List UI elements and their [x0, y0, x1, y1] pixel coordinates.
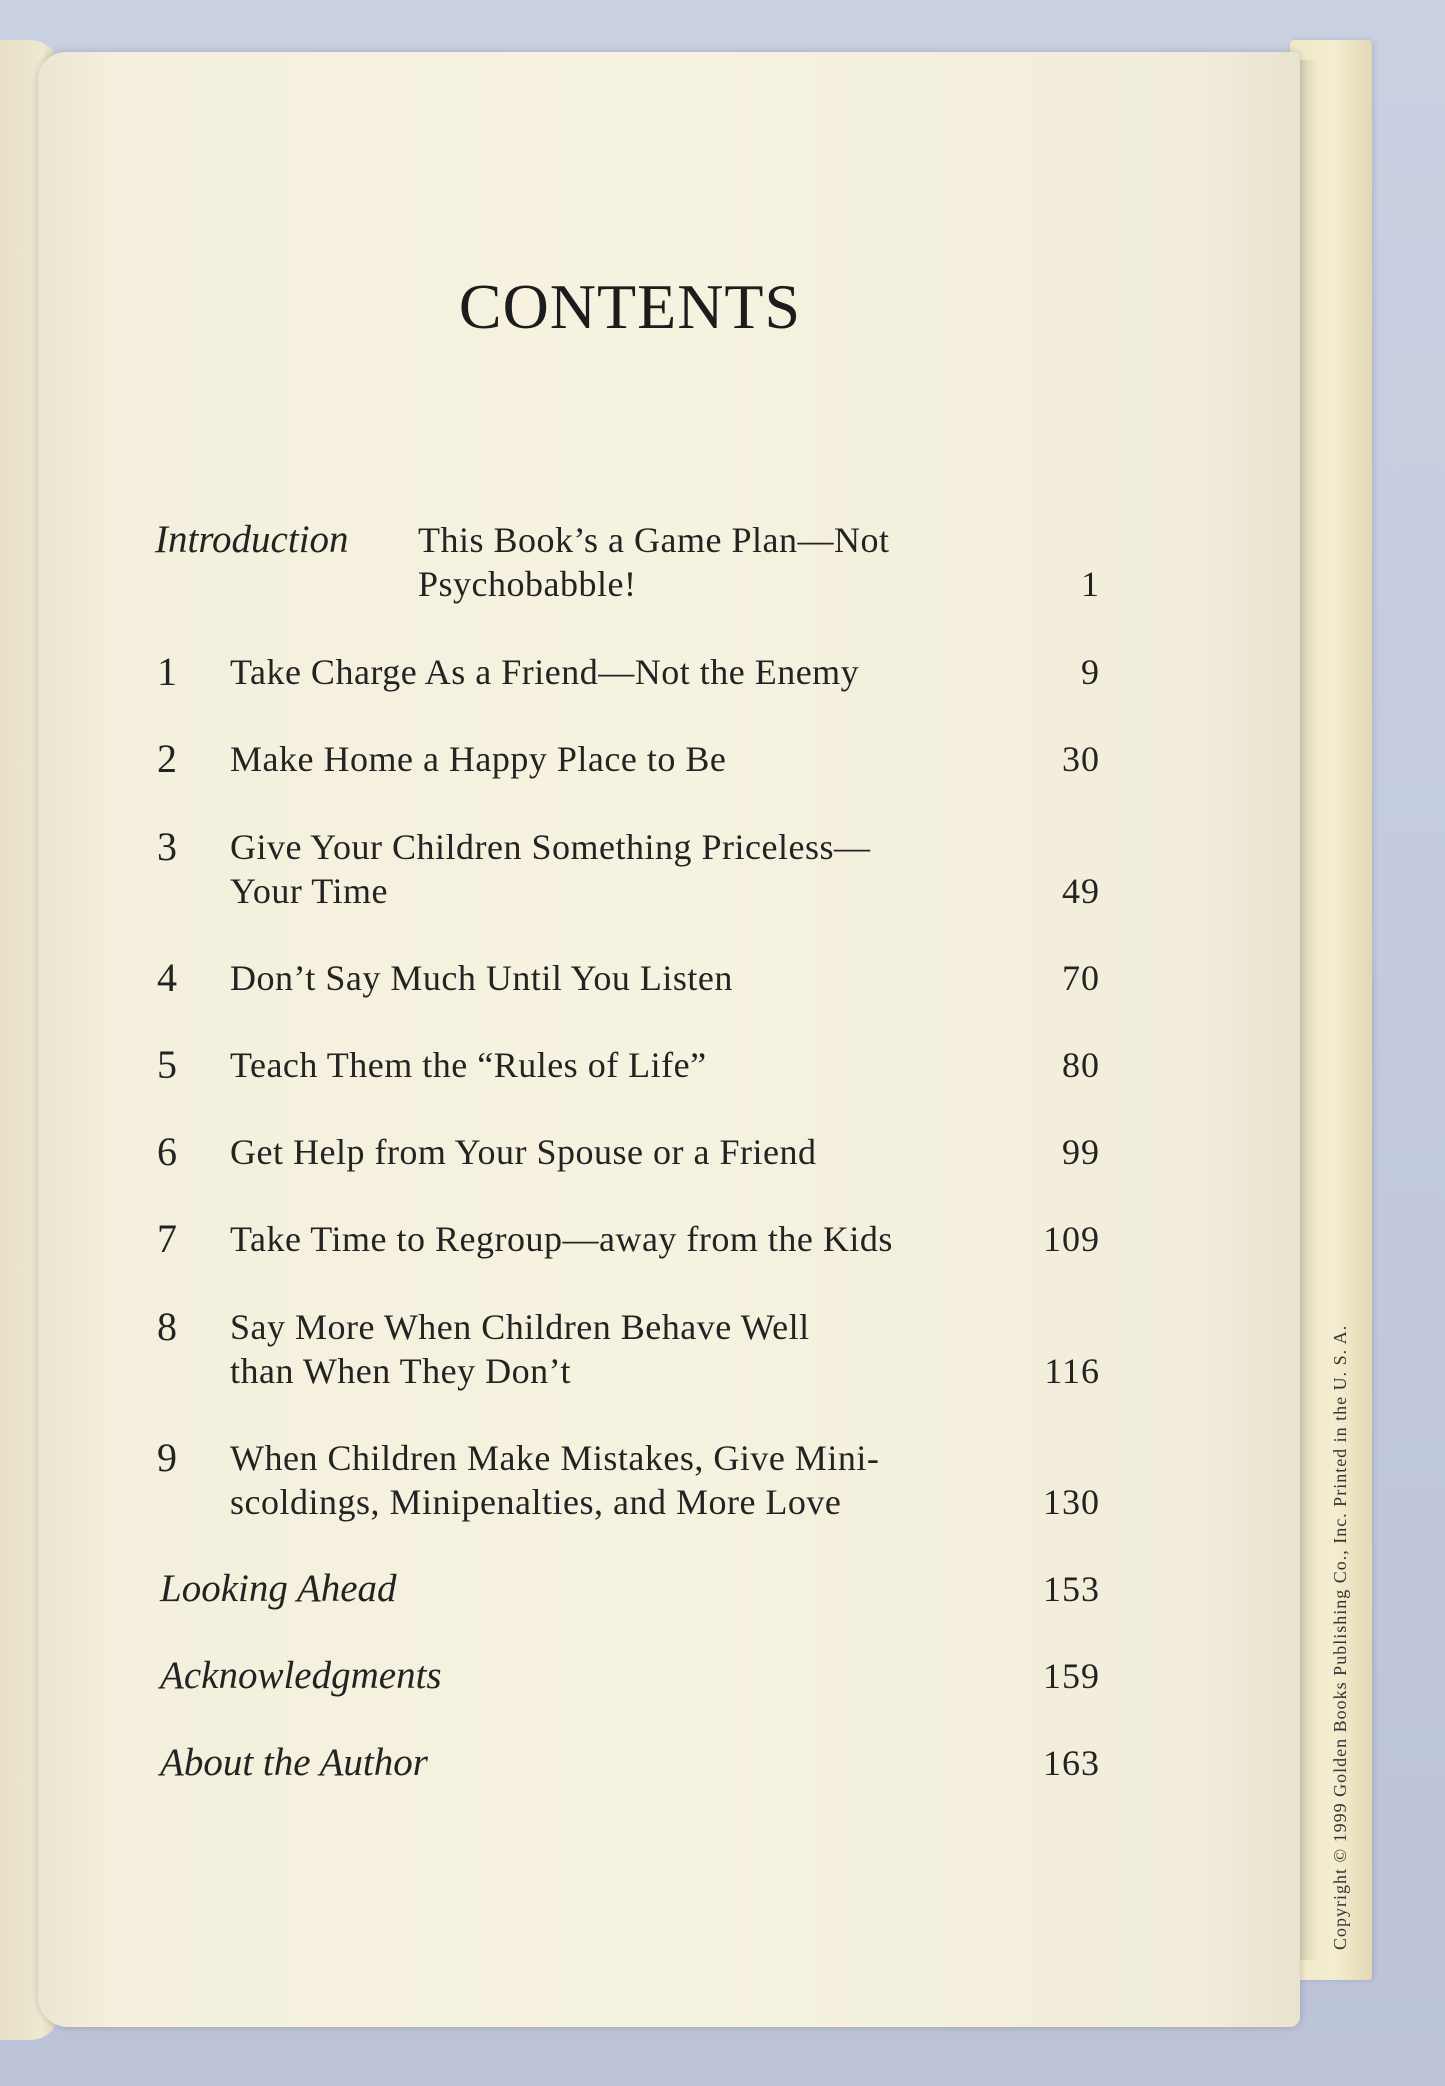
toc-chapter-number: 1: [157, 649, 177, 694]
toc-chapter-number: 6: [157, 1129, 177, 1174]
toc-title-line1: Take Time to Regroup—away from the Kids: [230, 1219, 893, 1259]
copyright-notice: Copyright © 1999 Golden Books Publishing Co., Inc. Printed in the U. S. A.: [1330, 1324, 1350, 1950]
toc-chapter-number: 5: [157, 1042, 177, 1087]
toc-chapter-number: 2: [157, 736, 177, 781]
toc-page-number: 30: [1062, 739, 1100, 779]
toc-chapter-number: 4: [157, 955, 177, 1000]
toc-label-introduction: Introduction: [155, 518, 349, 561]
toc-page-number: 70: [1062, 958, 1100, 998]
toc-chapter-number: 3: [157, 824, 177, 869]
toc-page-number: 99: [1062, 1132, 1100, 1172]
toc-page-number: 163: [1043, 1743, 1100, 1783]
toc-title-line1: Say More When Children Behave Well: [230, 1307, 810, 1347]
cover-shadow: [1300, 60, 1320, 1960]
toc-title-line2: Psychobabble!: [418, 564, 637, 604]
toc-page-number: 49: [1062, 871, 1100, 911]
toc-page-number: 116: [1044, 1351, 1100, 1391]
toc-page-number: 80: [1062, 1045, 1100, 1085]
toc-title-line2: Your Time: [230, 871, 388, 911]
toc-title-line1: Teach Them the “Rules of Life”: [230, 1045, 707, 1085]
page-title: CONTENTS: [458, 271, 802, 342]
toc-chapter-number: 9: [157, 1435, 177, 1480]
toc-title-line1: Get Help from Your Spouse or a Friend: [230, 1132, 817, 1172]
toc-page-number: 1: [1081, 564, 1100, 604]
book-page: [38, 52, 1300, 2027]
toc-chapter-number: 7: [157, 1216, 177, 1261]
toc-chapter-number: 8: [157, 1304, 177, 1349]
toc-page-number: 159: [1043, 1656, 1100, 1696]
toc-title-line1: Don’t Say Much Until You Listen: [230, 958, 733, 998]
toc-title-line1: This Book’s a Game Plan—Not: [418, 520, 890, 560]
toc-page-number: 153: [1043, 1569, 1100, 1609]
toc-title-line2: than When They Don’t: [230, 1351, 571, 1391]
toc-page-number: 109: [1043, 1219, 1100, 1259]
toc-title-line2: scoldings, Minipenalties, and More Love: [230, 1482, 842, 1522]
toc-label: About the Author: [160, 1741, 428, 1784]
toc-title-line1: Make Home a Happy Place to Be: [230, 739, 727, 779]
toc-title-line1: When Children Make Mistakes, Give Mini-: [230, 1438, 880, 1478]
toc-page-number: 130: [1043, 1482, 1100, 1522]
toc-label: Looking Ahead: [160, 1567, 397, 1610]
toc-title-line1: Give Your Children Something Priceless—: [230, 827, 871, 867]
toc-title-line1: Take Charge As a Friend—Not the Enemy: [230, 652, 860, 692]
toc-label: Acknowledgments: [160, 1654, 442, 1697]
toc-page-number: 9: [1081, 652, 1100, 692]
